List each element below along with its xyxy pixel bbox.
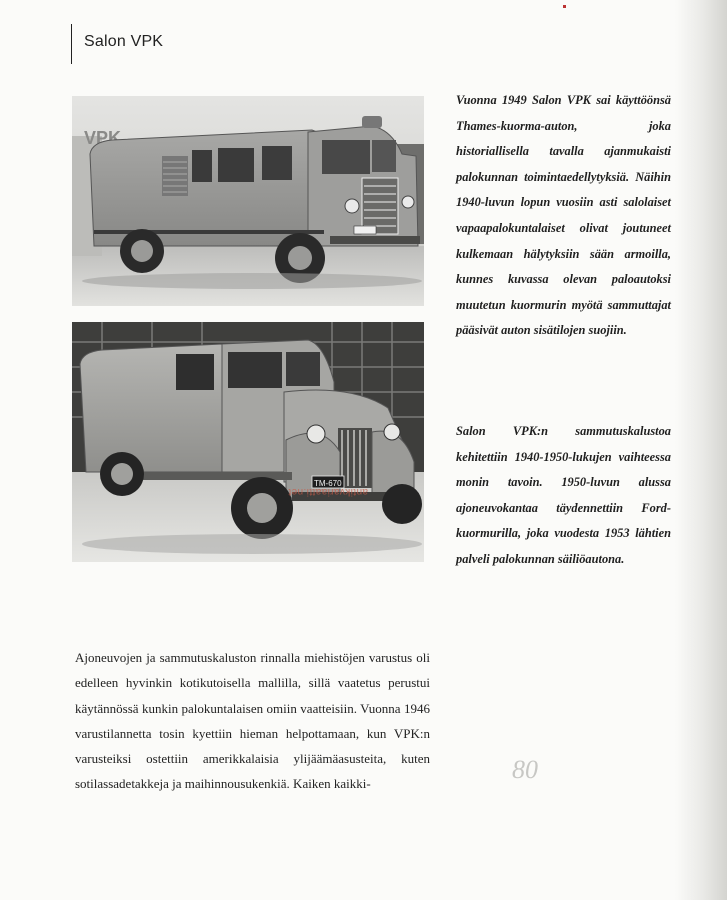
ford-truck-illustration <box>72 322 424 562</box>
scan-speck <box>563 5 566 8</box>
thames-truck-illustration <box>72 96 424 306</box>
photo-caption-1: Vuonna 1949 Salon VPK sai käyttöönsä Thames-kuorma-auton, joka historiallisella tavalla ajanmukaisti palokunnan toimintaedellytyksiä. Näihin 1940-luvun lopun vuosiin asti salolaiset vapaapalokuntalaiset olivat joutuneet kulkemaan hälytyksiin sään armoilla, kunnes kuvassa olevan paloautoksi muutetun kuormurin myötä sammuttajat pääsivät auton sisätilojen suojiin. <box>456 93 671 338</box>
section-title: Salon VPK <box>84 33 164 50</box>
body-paragraph: Ajoneuvojen ja sammutuskaluston rinnalla miehistöjen varustus oli edelleen hyvinkin kotikutoisella mallilla, sillä vaatetus perustui käytännössä kunkin palokuntalaisen omiin vaatteisiin. Vuonna 1946 varustilannetta tosin kyettiin hieman helpottamaan, kun VPK:n varusteiksi ostettiin amerikkalaisia ylijäämäasusteita, kuten sotilassadetakkeja ja maihinnousukenkiä. Kaiken kaikki- <box>75 650 430 792</box>
header-rule <box>71 24 72 64</box>
vpk-building-sign: VPK <box>84 128 122 148</box>
photo-thames-fire-truck <box>72 96 424 306</box>
page-edge-shadow <box>675 0 727 900</box>
photo-ford-tanker-truck <box>72 322 424 562</box>
license-plate-text: TM-670 <box>314 479 342 488</box>
photo-caption-2: Salon VPK:n sammutuskalustoa kehitettiin 1940-1950-lukujen vaihteessa monin tavoin. 1950-luvun alussa ajoneuvokantaa täydennettiin Ford-kuormurilla, joka vuodesta 1953 lähtien palveli palokunnan säiliöautona. <box>456 424 671 566</box>
watermark: antikvariaatti.net <box>288 486 369 497</box>
page-number: 80 <box>512 755 538 784</box>
